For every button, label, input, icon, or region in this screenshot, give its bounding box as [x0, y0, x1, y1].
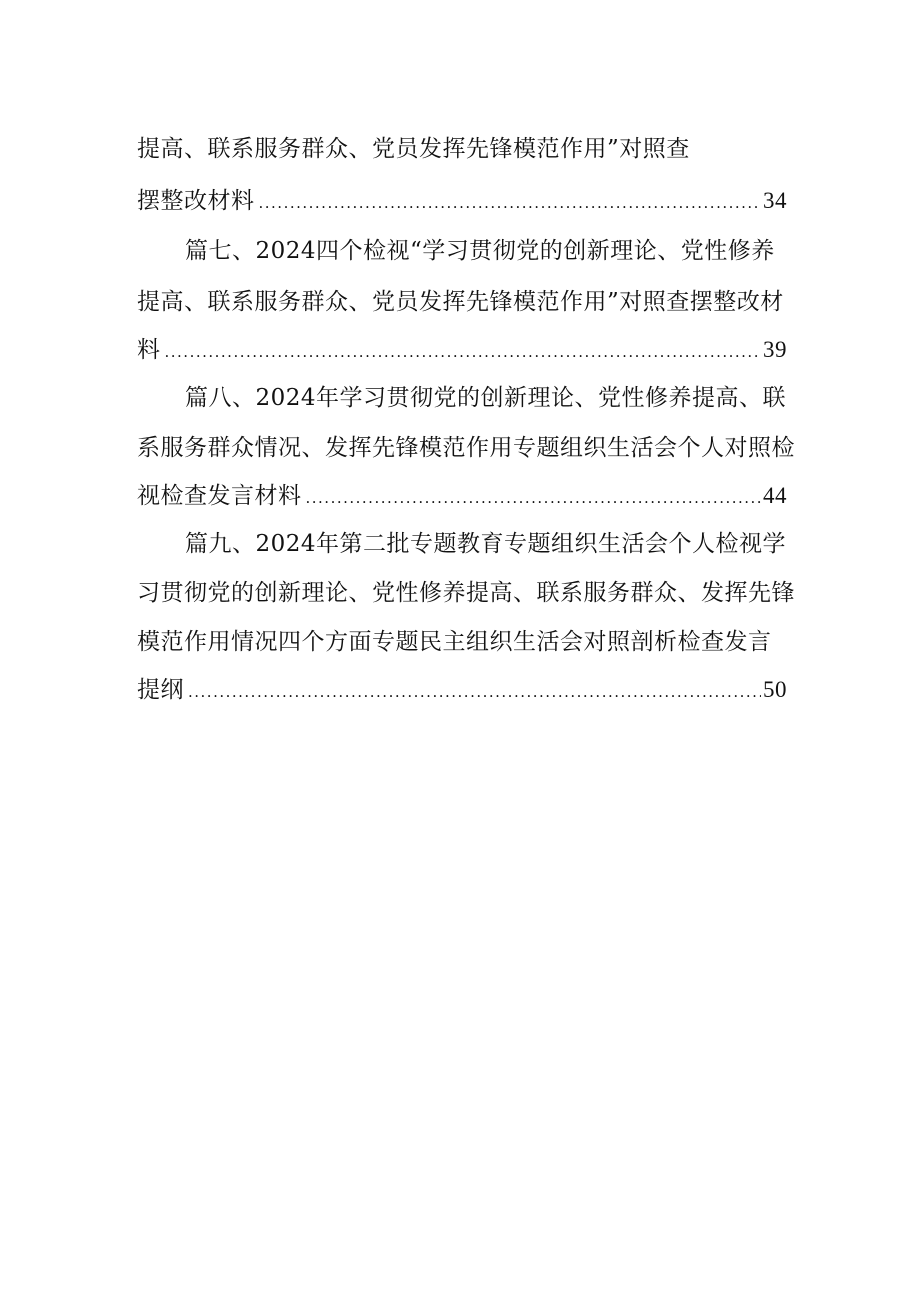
toc-item-9-line-1[interactable]: 篇九、2024年第二批专题教育专题组织生活会个人检视学	[185, 531, 787, 557]
toc-item-9-page-number: 50	[763, 677, 787, 702]
toc-leader-dots	[259, 188, 762, 218]
toc-item-6-page-number: 34	[763, 188, 787, 213]
toc-item-8-entry[interactable]	[137, 481, 787, 511]
toc-item-7-line-2: 提高、联系服务群众、党员发挥先锋模范作用”对照查摆整改材	[137, 289, 784, 315]
toc-item-9-entry[interactable]	[137, 675, 787, 705]
toc-item-8-line-1[interactable]: 篇八、2024年学习贯彻党的创新理论、党性修养提高、联	[185, 385, 787, 411]
toc-item-8-title-end: 视检查发言材料	[137, 483, 302, 509]
toc-leader-dots	[306, 483, 762, 513]
toc-item-6-line-1: 提高、联系服务群众、党员发挥先锋模范作用”对照查	[137, 136, 690, 162]
toc-item-7-entry[interactable]	[137, 335, 787, 365]
toc-item-7-line-1[interactable]: 篇七、2024四个检视“学习贯彻党的创新理论、党性修养	[185, 238, 775, 264]
toc-item-6-entry[interactable]	[137, 186, 787, 216]
toc-item-7-title-end: 料	[137, 337, 161, 363]
toc-item-9-line-2: 习贯彻党的创新理论、党性修养提高、联系服务群众、发挥先锋	[137, 580, 795, 606]
toc-item-6-title-end: 摆整改材料	[137, 188, 255, 214]
toc-leader-dots	[188, 677, 761, 707]
toc-item-9-title-end: 提纲	[137, 677, 184, 703]
toc-item-9-line-3: 模范作用情况四个方面专题民主组织生活会对照剖析检查发言	[137, 629, 772, 655]
toc-item-8-page-number: 44	[763, 483, 787, 508]
toc-leader-dots	[165, 337, 762, 367]
toc-item-7-page-number: 39	[763, 337, 787, 362]
toc-item-8-line-2: 系服务群众情况、发挥先锋模范作用专题组织生活会个人对照检	[137, 435, 795, 461]
